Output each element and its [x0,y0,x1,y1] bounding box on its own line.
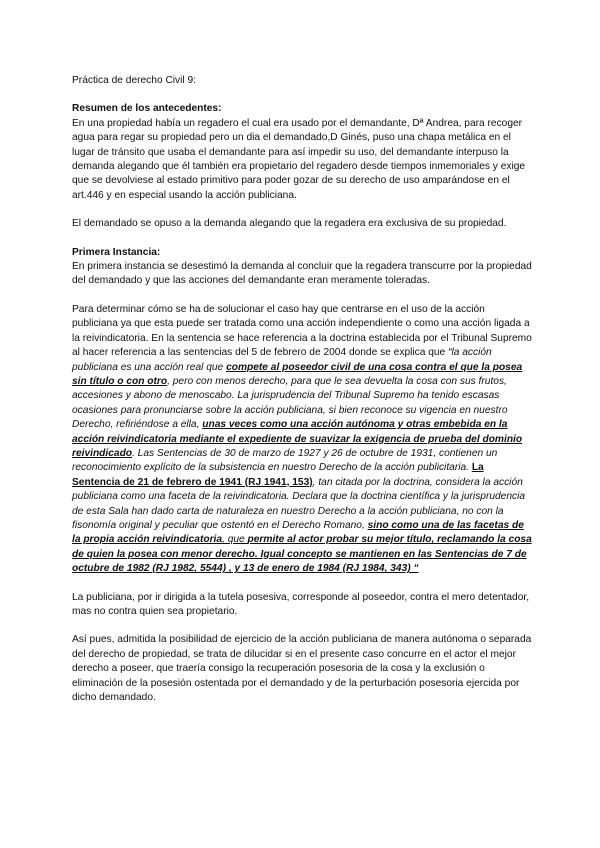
paragraph: La publiciana, por ir dirigida a la tutela posesiva, corresponde al poseedor, contra el mero detentador, mas no contra quien sea propietario. [72,591,530,617]
quote-segment-emphasis: permite al actor probar su mejor título, reclamando la cosa de quien la posea con menor derecho. Igual concepto se mantienen en las Sentencias de 7 de octubre de 1982 (RJ 1982, 5544) , y 13 de enero de 1984 (RJ 1984, 343) “ [72,534,532,575]
paragraph: En una propiedad había un regadero el cual era usado por el demandante, Dª Andrea, para recoger agua para regar su propiedad pero un dia el demandado,D Ginés, puso una chapa metálica en el lugar de tránsito que usaba el demandante para así impedir su uso, del demandante interpuso la demanda alegando que él también era propietario del regadero desde tiempos inmemoriales y exige que se devolviese al estado primitivo para poder gozar de su derecho de uso amparándose en el art.446 y en especial usando la acción publiciana. [72,117,526,201]
quote-segment-emphasis: La Sentencia de 21 de febrero de 1941 (RJ 1941, 153) [72,462,484,488]
quote-segment-emphasis: sino como una de las facetas de la propia acción reivindicatoria [72,519,524,546]
quote-segment-emphasis: compete al poseedor civil de una cosa contra el que la posea sin título o con otro [72,361,523,387]
quote-segment: , tan citada por la doctrina, considera la acción publiciana como una faceta de la reivindicatoria. Declara que la doctrina científica y la jurisprudencia de esta Sala han dado carta de naturaleza en nuestro Derecho a la acción publiciana, no con la fisonomía original y peculiar que ostentó en el Derecho Romano, [72,476,526,531]
paragraph: El demandado se opuso a la demanda alegando que la regadera era exclusiva de su propiedad. [72,218,507,230]
section-primera-instancia [72,246,532,289]
document-title: Práctica de derecho Civil 9: [72,75,197,86]
quote-segment: , que [222,534,248,546]
paragraph: En primera instancia se desestimó la demanda al concluir que la regadera transcurre por la propiedad del demandado y que las acciones del demandante eran meramente toleradas. [72,261,532,287]
paragraph: Así pues, admitida la posibilidad de ejercicio de la acción publiciana de manera autónoma o separada del derecho de propiedad, se trata de dilucidar si en el presente caso concurre en el actor el mejor derecho a poseer, que traería consigo la recuperación posesoria de la cosa y la exclusión o eliminación de la posesión ostentada por el demandado y de la perturbación posesoria ejercida por dicho demandado. [72,634,532,704]
analysis-paragraph [72,303,532,577]
quote-segment: , pero con menos derecho, para que le sea devuelta la cosa con sus frutos, accesiones y abono de menoscabo. La jurisprudencia del Tribunal Supremo ha tenido escasas ocasiones para pronunciarse sobre la acción publiciana, si bien reconoce su vigencia en nuestro Derecho, refiriéndose a ella, [72,375,508,431]
quote-segment-emphasis: unas veces como una acción autónoma y otras embebida en la acción reivindicatoria mediante el expediente de suavizar la exigencia de prueba del dominio reivindicado [72,419,523,459]
document-body [72,74,532,719]
section-antecedentes [72,102,532,231]
section-heading: Primera Instancia: [72,246,161,258]
section-heading: Resumen de los antecedentes: [72,103,222,115]
quote-segment: “la acción publiciana es una acción real que [72,347,492,373]
quote-segment: . Las Sentencias de 30 de marzo de 1927 y 26 de octubre de 1931, contienen un reconocimiento explícito de la subsistencia en nuestro Derecho de la acción publicitaria. [72,447,498,474]
analysis-intro: Para determinar cómo se ha de solucionar el caso hay que centrarse en el uso de la acción publiciana ya que esta puede ser tratada como una acción independiente o como una acción ligada a la reivindicatoria. En la sentencia se hace referencia a la doctrina establecida por el Tribunal Supremo al hacer referencia a las sentencias del 5 de febrero de 2004 donde se explica que [72,303,532,359]
